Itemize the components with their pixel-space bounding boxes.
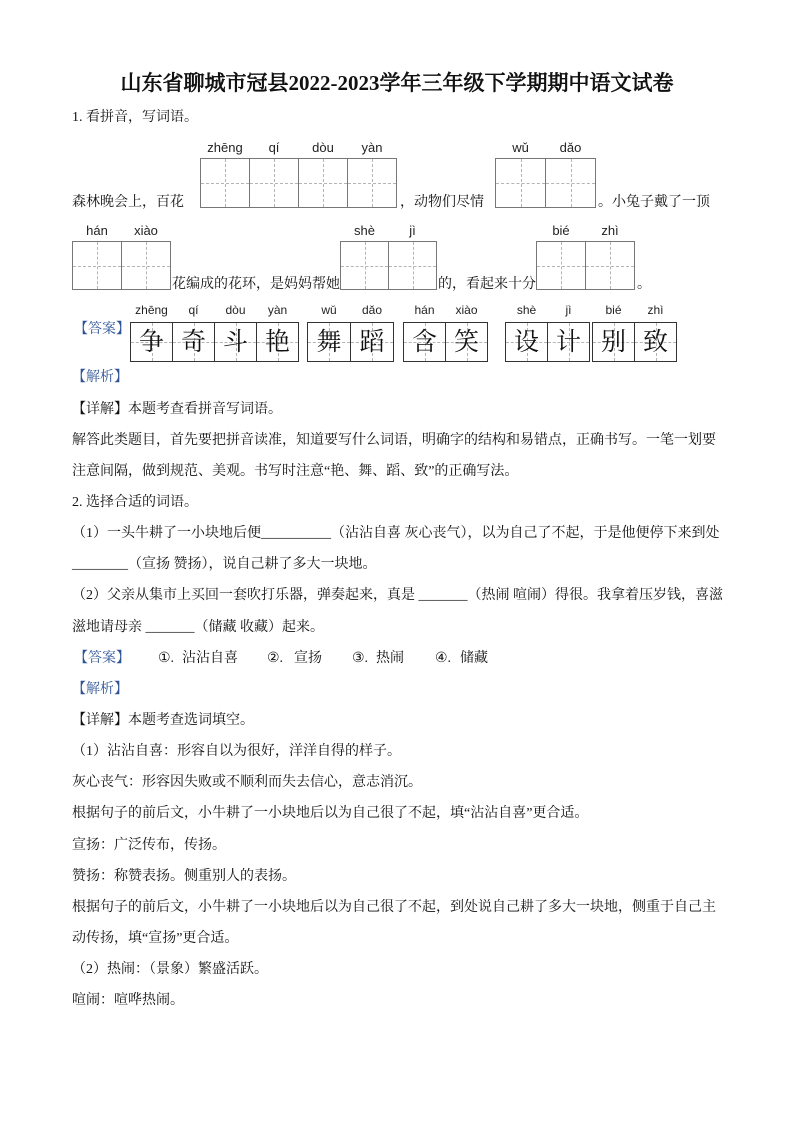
tianzige-cell — [249, 158, 299, 208]
page-title: 山东省聊城市冠县2022-2023学年三年级下学期期中语文试卷 — [120, 71, 674, 95]
question-line: （1）一头牛耕了一小块地后便__________（沾沾自喜 灰心丧气），以为自己了不起，于是他便停下来到处 — [72, 526, 720, 542]
answer-number: ①. — [158, 650, 175, 666]
tianzige-cell — [130, 322, 173, 362]
answer-character: 艳 — [264, 327, 290, 356]
pinyin: jì — [409, 223, 416, 238]
pinyin: hán — [86, 223, 108, 238]
writing-box — [298, 140, 348, 208]
analysis-label: 【解析】 — [72, 681, 128, 697]
answer-character: 含 — [411, 327, 437, 356]
answer-grid-4 — [505, 302, 590, 362]
writing-grid-5 — [536, 223, 635, 290]
writing-box — [388, 223, 437, 290]
answer-number: ③. — [352, 650, 369, 666]
writing-box — [200, 140, 250, 208]
tianzige-cell — [72, 241, 122, 290]
writing-box — [495, 140, 546, 208]
writing-grid-3 — [72, 223, 171, 290]
tianzige-cell — [445, 322, 488, 362]
answer-line — [72, 643, 732, 674]
answer-grid-5 — [592, 302, 677, 362]
answer-character: 计 — [555, 327, 581, 356]
question-2-heading: 2. 选择合适的词语。 — [72, 494, 198, 510]
writing-box — [249, 140, 299, 208]
pinyin: jì — [565, 303, 572, 317]
answer-box — [592, 302, 635, 362]
pinyin: bié — [552, 223, 570, 238]
answer-box — [445, 302, 488, 362]
answer-box — [350, 302, 394, 362]
answer-box — [307, 302, 351, 362]
sentence-segment: 。 — [637, 277, 651, 292]
explanation-line: 灰心丧气：形容因失败或不顺利而失去信心，意志消沉。 — [72, 775, 422, 791]
sentence-segment: 的，看起来十分 — [438, 277, 536, 292]
answer-character: 致 — [642, 327, 668, 356]
writing-box — [347, 140, 397, 208]
analysis-label: 【解析】 — [72, 370, 128, 386]
tianzige-cell — [307, 322, 351, 362]
writing-grid-4 — [340, 223, 437, 290]
pinyin: yàn — [267, 303, 288, 317]
tianzige-cell — [347, 158, 397, 208]
tianzige-cell — [592, 322, 635, 362]
pinyin: shè — [516, 303, 537, 317]
document-body — [72, 362, 732, 1016]
explanation-line: 赞扬：称赞表扬。侧重别人的表扬。 — [72, 868, 296, 884]
question-1-heading: 1. 看拼音，写词语。 — [72, 110, 198, 125]
explanation-line: 注意间隔，做到规范、美观。书写时注意“艳、舞、蹈、致”的正确写法。 — [72, 463, 519, 479]
answer-character: 笑 — [453, 327, 479, 356]
explanation-line: （2）热闹：（景象）繁盛活跃。 — [72, 962, 268, 978]
answer-box — [634, 302, 677, 362]
writing-grid-1 — [200, 140, 397, 208]
tianzige-cell — [172, 322, 215, 362]
sentence-segment: 花编成的花环，是妈妈帮她 — [172, 277, 340, 292]
detail-text: 本题考查选词填空。 — [128, 712, 254, 728]
answer-grid-1 — [130, 302, 299, 362]
explanation-line: 根据句子的前后文，小牛耕了一小块地后以为自己很了不起，填“沾沾自喜”更合适。 — [72, 806, 589, 822]
tianzige-cell — [403, 322, 446, 362]
pinyin: dǎo — [361, 303, 383, 317]
answer-text: 热闹 — [376, 650, 404, 666]
answer-number: ④. — [435, 650, 452, 666]
tianzige-cell — [505, 322, 548, 362]
pinyin: zhì — [601, 223, 619, 238]
explanation-line: 宣扬：广泛传布，传扬。 — [72, 837, 226, 853]
answer-box — [130, 302, 173, 362]
writing-box — [340, 223, 389, 290]
writing-grid-2 — [495, 140, 596, 208]
answer-text: 宣扬 — [294, 650, 322, 666]
detail-label: 【详解】 — [72, 712, 128, 728]
detail-line — [72, 705, 732, 736]
tianzige-cell — [545, 158, 596, 208]
answer-box — [172, 302, 215, 362]
sentence-segment: 森林晚会上，百花 — [72, 195, 184, 210]
pinyin: zhēng — [207, 140, 243, 155]
tianzige-cell — [536, 241, 586, 290]
pinyin: hán — [414, 303, 435, 317]
tianzige-cell — [388, 241, 437, 290]
answer-text: 储藏 — [460, 650, 488, 666]
answer-character: 设 — [513, 327, 539, 356]
tianzige-cell — [634, 322, 677, 362]
question-line: 滋地请母亲 _______（储藏 收藏）起来。 — [72, 619, 324, 635]
answer-box — [256, 302, 299, 362]
detail-text: 本题考查看拼音写词语。 — [128, 401, 282, 417]
question-line: ________（宣扬 赞扬），说自己耕了多大一块地。 — [72, 557, 377, 573]
answer-grid-3 — [403, 302, 488, 362]
explanation-line: 动传扬，填“宣扬”更合适。 — [72, 930, 239, 946]
pinyin: qí — [268, 140, 280, 155]
explanation-line: 根据句子的前后文，小牛耕了一小块地后以为自己很了不起，到处说自己耕了多大一块地，侧重于自己主 — [72, 899, 716, 915]
answer-character: 别 — [600, 327, 626, 356]
tianzige-cell — [298, 158, 348, 208]
tianzige-cell — [585, 241, 635, 290]
answer-box — [547, 302, 590, 362]
pinyin: yàn — [361, 140, 383, 155]
explanation-line: 解答此类题目，首先要把拼音读准，知道要写什么词语，明确字的结构和易错点，正确书写。一笔一划要 — [72, 432, 716, 448]
answer-character: 奇 — [180, 327, 206, 356]
answer-box — [214, 302, 257, 362]
answer-label: 【答案】 — [74, 322, 130, 337]
answer-character: 蹈 — [359, 327, 385, 356]
detail-label: 【详解】 — [72, 401, 128, 417]
detail-line — [72, 394, 732, 425]
pinyin: qí — [188, 303, 199, 317]
answer-box — [403, 302, 446, 362]
tianzige-cell — [214, 322, 257, 362]
answer-character: 舞 — [316, 327, 342, 356]
pinyin: bié — [605, 303, 622, 317]
answer-grid-2 — [307, 302, 394, 362]
pinyin: shè — [354, 223, 375, 238]
tianzige-cell — [121, 241, 171, 290]
tianzige-cell — [495, 158, 546, 208]
answer-number: ②. — [267, 650, 284, 666]
explanation-line: （1）沾沾自喜：形容自以为很好，洋洋自得的样子。 — [72, 744, 401, 760]
tianzige-cell — [340, 241, 389, 290]
tianzige-cell — [350, 322, 394, 362]
pinyin: dòu — [312, 140, 334, 155]
tianzige-cell — [200, 158, 250, 208]
question-line: （2）父亲从集市上买回一套吹打乐器，弹奏起来，真是 _______（热闹 喧闹）得很。我拿着压岁钱，喜滋 — [72, 588, 723, 604]
tianzige-cell — [547, 322, 590, 362]
pinyin: zhì — [647, 303, 664, 317]
answer-character: 争 — [138, 327, 164, 356]
pinyin: xiào — [134, 223, 158, 238]
writing-box — [536, 223, 586, 290]
answer-text: 沾沾自喜 — [182, 650, 238, 666]
tianzige-cell — [256, 322, 299, 362]
pinyin: dǎo — [559, 140, 582, 155]
pinyin: dòu — [225, 303, 246, 317]
answer-box — [505, 302, 548, 362]
explanation-line: 喧闹：喧哗热闹。 — [72, 993, 184, 1009]
sentence-segment: 。小兔子戴了一顶 — [598, 195, 710, 210]
writing-box — [585, 223, 635, 290]
writing-box — [545, 140, 596, 208]
pinyin: zhēng — [135, 303, 168, 317]
pinyin: wǔ — [512, 140, 529, 155]
writing-box — [121, 223, 171, 290]
answer-character: 斗 — [222, 327, 248, 356]
writing-box — [72, 223, 122, 290]
pinyin: wǔ — [321, 303, 337, 317]
pinyin: xiào — [455, 303, 478, 317]
sentence-segment: ，动物们尽情 — [400, 195, 484, 210]
answer-label: 【答案】 — [74, 650, 130, 666]
